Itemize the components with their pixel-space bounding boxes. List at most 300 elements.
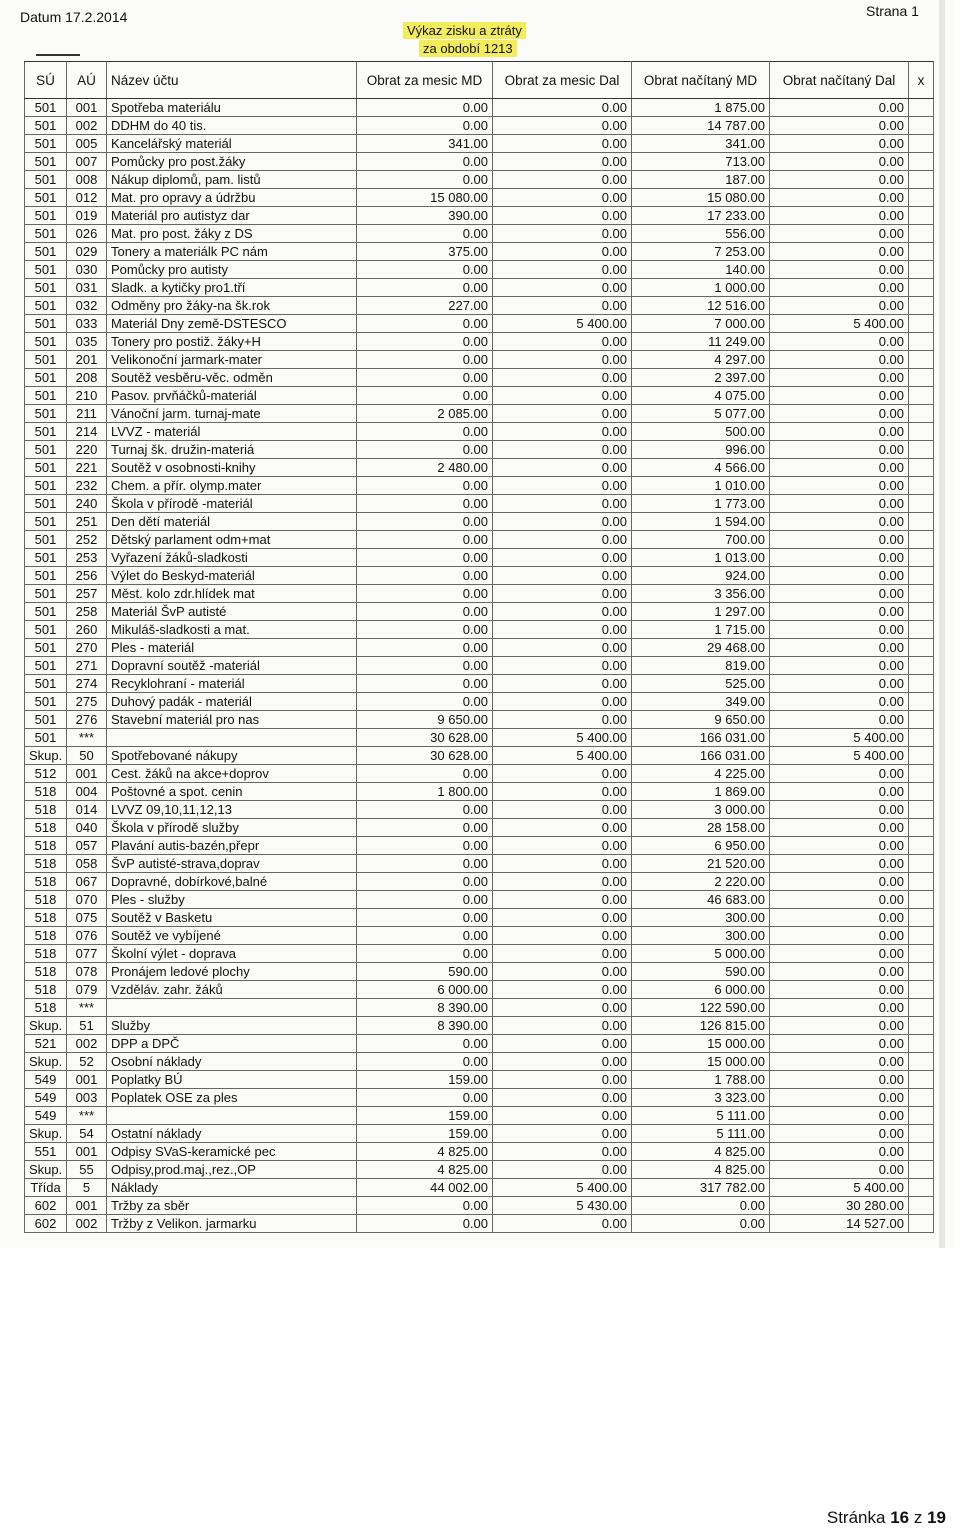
cell-account-name: Recyklohraní - materiál <box>107 675 357 693</box>
cell-obrat-md: 0.00 <box>357 657 493 675</box>
cell-nacitany-dal: 0.00 <box>770 189 909 207</box>
cell-su: 501 <box>25 225 67 243</box>
cell-su: 518 <box>25 837 67 855</box>
cell-nacitany-dal: 0.00 <box>770 297 909 315</box>
cell-nacitany-md: 0.00 <box>632 1197 770 1215</box>
cell-obrat-dal: 0.00 <box>493 819 632 837</box>
cell-su: 501 <box>25 333 67 351</box>
cell-au: 012 <box>67 189 107 207</box>
table-row <box>25 909 934 927</box>
cell-nacitany-dal: 0.00 <box>770 135 909 153</box>
cell-su: 518 <box>25 999 67 1017</box>
cell-nacitany-md: 996.00 <box>632 441 770 459</box>
table-row <box>25 531 934 549</box>
cell-au: 220 <box>67 441 107 459</box>
cell-x <box>909 315 934 333</box>
cell-au: 221 <box>67 459 107 477</box>
cell-obrat-dal: 0.00 <box>493 135 632 153</box>
cell-account-name: Škola v přírodě -materiál <box>107 495 357 513</box>
cell-nacitany-md: 46 683.00 <box>632 891 770 909</box>
cell-nacitany-dal: 0.00 <box>770 855 909 873</box>
cell-au: 076 <box>67 927 107 945</box>
cell-account-name: Soutěž ve vybíjené <box>107 927 357 945</box>
cell-obrat-dal: 0.00 <box>493 1053 632 1071</box>
cell-su: 518 <box>25 963 67 981</box>
cell-su: 501 <box>25 387 67 405</box>
cell-obrat-md: 44 002.00 <box>357 1179 493 1197</box>
cell-account-name: Stavební materiál pro nas <box>107 711 357 729</box>
cell-nacitany-dal: 0.00 <box>770 423 909 441</box>
cell-obrat-dal: 0.00 <box>493 639 632 657</box>
cell-nacitany-dal: 0.00 <box>770 819 909 837</box>
cell-obrat-md: 0.00 <box>357 531 493 549</box>
column-header-obrat-md: Obrat za mesic MD <box>357 62 493 99</box>
cell-nacitany-md: 525.00 <box>632 675 770 693</box>
cell-obrat-dal: 0.00 <box>493 549 632 567</box>
cell-obrat-md: 0.00 <box>357 1215 493 1233</box>
cell-nacitany-dal: 0.00 <box>770 279 909 297</box>
cell-x <box>909 567 934 585</box>
column-header-au: AÚ <box>67 62 107 99</box>
cell-nacitany-md: 4 075.00 <box>632 387 770 405</box>
cell-nacitany-dal: 0.00 <box>770 639 909 657</box>
cell-nacitany-md: 15 000.00 <box>632 1053 770 1071</box>
cell-x <box>909 531 934 549</box>
cell-au: 270 <box>67 639 107 657</box>
cell-account-name: Materiál Dny země-DSTESCO <box>107 315 357 333</box>
cell-nacitany-dal: 0.00 <box>770 783 909 801</box>
cell-obrat-dal: 0.00 <box>493 1143 632 1161</box>
cell-account-name: Výlet do Beskyd-materiál <box>107 567 357 585</box>
cell-nacitany-md: 1 000.00 <box>632 279 770 297</box>
cell-su: 518 <box>25 855 67 873</box>
cell-au: 001 <box>67 1197 107 1215</box>
cell-obrat-dal: 0.00 <box>493 765 632 783</box>
cell-obrat-md: 0.00 <box>357 513 493 531</box>
cell-au: 5 <box>67 1179 107 1197</box>
cell-obrat-dal: 0.00 <box>493 567 632 585</box>
cell-su: 501 <box>25 639 67 657</box>
cell-nacitany-dal: 0.00 <box>770 621 909 639</box>
cell-account-name: Osobní náklady <box>107 1053 357 1071</box>
cell-au: *** <box>67 1107 107 1125</box>
cell-obrat-dal: 0.00 <box>493 693 632 711</box>
cell-obrat-md: 6 000.00 <box>357 981 493 999</box>
cell-obrat-md: 375.00 <box>357 243 493 261</box>
table-row <box>25 225 934 243</box>
cell-obrat-dal: 0.00 <box>493 495 632 513</box>
column-header-obrat-dal: Obrat za mesic Dal <box>493 62 632 99</box>
cell-au: 55 <box>67 1161 107 1179</box>
cell-obrat-dal: 5 400.00 <box>493 747 632 765</box>
cell-obrat-dal: 0.00 <box>493 891 632 909</box>
table-row <box>25 1107 934 1125</box>
cell-obrat-md: 0.00 <box>357 369 493 387</box>
cell-au: 003 <box>67 1089 107 1107</box>
cell-au: 201 <box>67 351 107 369</box>
table-row <box>25 1215 934 1233</box>
cell-su: 518 <box>25 927 67 945</box>
cell-nacitany-dal: 0.00 <box>770 1053 909 1071</box>
cell-x <box>909 459 934 477</box>
cell-au: 075 <box>67 909 107 927</box>
cell-nacitany-dal: 0.00 <box>770 99 909 117</box>
table-row <box>25 1161 934 1179</box>
table-row <box>25 387 934 405</box>
scan-edge-shadow <box>939 0 945 1248</box>
cell-account-name <box>107 729 357 747</box>
cell-x <box>909 1161 934 1179</box>
table-row <box>25 315 934 333</box>
cell-obrat-dal: 5 400.00 <box>493 729 632 747</box>
cell-nacitany-md: 4 566.00 <box>632 459 770 477</box>
cell-nacitany-dal: 0.00 <box>770 171 909 189</box>
cell-obrat-md: 0.00 <box>357 1035 493 1053</box>
table-row <box>25 1179 934 1197</box>
cell-account-name: Pronájem ledové plochy <box>107 963 357 981</box>
cell-x <box>909 747 934 765</box>
cell-nacitany-dal: 0.00 <box>770 1125 909 1143</box>
cell-nacitany-md: 300.00 <box>632 927 770 945</box>
table-row <box>25 369 934 387</box>
table-row <box>25 639 934 657</box>
cell-su: 518 <box>25 783 67 801</box>
cell-obrat-md: 0.00 <box>357 873 493 891</box>
table-row <box>25 513 934 531</box>
table-row <box>25 261 934 279</box>
cell-account-name: Spotřebované nákupy <box>107 747 357 765</box>
cell-au: 210 <box>67 387 107 405</box>
cell-nacitany-dal: 0.00 <box>770 693 909 711</box>
table-row <box>25 603 934 621</box>
cell-nacitany-md: 5 111.00 <box>632 1107 770 1125</box>
cell-su: 501 <box>25 729 67 747</box>
cell-obrat-dal: 0.00 <box>493 675 632 693</box>
cell-obrat-md: 227.00 <box>357 297 493 315</box>
cell-account-name: Pasov. prvňáčků-materiál <box>107 387 357 405</box>
cell-nacitany-dal: 0.00 <box>770 711 909 729</box>
cell-nacitany-md: 3 356.00 <box>632 585 770 603</box>
cell-obrat-md: 0.00 <box>357 909 493 927</box>
cell-nacitany-md: 126 815.00 <box>632 1017 770 1035</box>
cell-su: Třída <box>25 1179 67 1197</box>
cell-obrat-dal: 0.00 <box>493 873 632 891</box>
cell-au: 014 <box>67 801 107 819</box>
table-row <box>25 981 934 999</box>
cell-x <box>909 675 934 693</box>
cell-x <box>909 1071 934 1089</box>
cell-obrat-md: 1 800.00 <box>357 783 493 801</box>
cell-account-name: Odměny pro žáky-na šk.rok <box>107 297 357 315</box>
cell-obrat-dal: 0.00 <box>493 711 632 729</box>
cell-x <box>909 765 934 783</box>
cell-x <box>909 297 934 315</box>
cell-nacitany-md: 7 000.00 <box>632 315 770 333</box>
cell-account-name: DPP a DPČ <box>107 1035 357 1053</box>
cell-nacitany-md: 1 013.00 <box>632 549 770 567</box>
cell-obrat-dal: 0.00 <box>493 1017 632 1035</box>
cell-su: 501 <box>25 603 67 621</box>
table-row <box>25 1035 934 1053</box>
cell-x <box>909 981 934 999</box>
table-row <box>25 567 934 585</box>
cell-obrat-md: 0.00 <box>357 927 493 945</box>
cell-nacitany-dal: 14 527.00 <box>770 1215 909 1233</box>
cell-account-name: Den dětí materiál <box>107 513 357 531</box>
cell-nacitany-md: 590.00 <box>632 963 770 981</box>
cell-x <box>909 495 934 513</box>
cell-obrat-dal: 0.00 <box>493 1089 632 1107</box>
cell-au: 211 <box>67 405 107 423</box>
cell-au: 030 <box>67 261 107 279</box>
cell-au: 51 <box>67 1017 107 1035</box>
table-row <box>25 945 934 963</box>
cell-au: 52 <box>67 1053 107 1071</box>
cell-nacitany-dal: 0.00 <box>770 225 909 243</box>
cell-su: Skup. <box>25 1053 67 1071</box>
cell-obrat-md: 590.00 <box>357 963 493 981</box>
cell-account-name <box>107 999 357 1017</box>
cell-obrat-dal: 0.00 <box>493 657 632 675</box>
cell-nacitany-md: 14 787.00 <box>632 117 770 135</box>
cell-nacitany-dal: 0.00 <box>770 909 909 927</box>
cell-obrat-dal: 0.00 <box>493 1125 632 1143</box>
cell-obrat-md: 159.00 <box>357 1125 493 1143</box>
cell-nacitany-dal: 30 280.00 <box>770 1197 909 1215</box>
cell-obrat-md: 0.00 <box>357 801 493 819</box>
cell-au: 002 <box>67 1215 107 1233</box>
cell-x <box>909 873 934 891</box>
cell-au: 070 <box>67 891 107 909</box>
cell-su: 501 <box>25 459 67 477</box>
cell-obrat-md: 0.00 <box>357 945 493 963</box>
cell-x <box>909 189 934 207</box>
cell-nacitany-dal: 5 400.00 <box>770 1179 909 1197</box>
cell-x <box>909 1179 934 1197</box>
cell-account-name: Ples - služby <box>107 891 357 909</box>
cell-account-name: Tonery a materiálk PC nám <box>107 243 357 261</box>
cell-account-name: Náklady <box>107 1179 357 1197</box>
cell-x <box>909 513 934 531</box>
cell-account-name: Pomůcky pro autisty <box>107 261 357 279</box>
table-row <box>25 405 934 423</box>
cell-x <box>909 1035 934 1053</box>
column-header-x: x <box>909 62 934 99</box>
cell-account-name: Soutěž vesběru-věc. odměn <box>107 369 357 387</box>
cell-nacitany-dal: 0.00 <box>770 891 909 909</box>
table-row <box>25 693 934 711</box>
cell-obrat-md: 2 085.00 <box>357 405 493 423</box>
cell-x <box>909 441 934 459</box>
cell-nacitany-dal: 0.00 <box>770 1143 909 1161</box>
cell-obrat-md: 0.00 <box>357 567 493 585</box>
cell-au: 019 <box>67 207 107 225</box>
table-row <box>25 333 934 351</box>
table-row <box>25 657 934 675</box>
cell-account-name <box>107 1107 357 1125</box>
cell-su: 518 <box>25 801 67 819</box>
table-row <box>25 783 934 801</box>
cell-obrat-dal: 0.00 <box>493 225 632 243</box>
cell-account-name: Soutěž v Basketu <box>107 909 357 927</box>
cell-account-name: Mat. pro post. žáky z DS <box>107 225 357 243</box>
cell-x <box>909 333 934 351</box>
cell-su: 501 <box>25 153 67 171</box>
cell-nacitany-md: 1 010.00 <box>632 477 770 495</box>
cell-nacitany-dal: 0.00 <box>770 1107 909 1125</box>
cell-nacitany-dal: 0.00 <box>770 441 909 459</box>
cell-nacitany-md: 4 297.00 <box>632 351 770 369</box>
cell-nacitany-md: 9 650.00 <box>632 711 770 729</box>
cell-nacitany-dal: 0.00 <box>770 1017 909 1035</box>
cell-au: 252 <box>67 531 107 549</box>
cell-x <box>909 639 934 657</box>
cell-account-name: Měst. kolo zdr.hlídek mat <box>107 585 357 603</box>
cell-nacitany-dal: 0.00 <box>770 477 909 495</box>
cell-obrat-dal: 0.00 <box>493 1071 632 1089</box>
table-row <box>25 927 934 945</box>
cell-account-name: Tržby z Velikon. jarmarku <box>107 1215 357 1233</box>
cell-obrat-md: 8 390.00 <box>357 1017 493 1035</box>
cell-obrat-md: 0.00 <box>357 639 493 657</box>
cell-nacitany-md: 166 031.00 <box>632 729 770 747</box>
cell-nacitany-md: 4 825.00 <box>632 1143 770 1161</box>
cell-nacitany-md: 1 875.00 <box>632 99 770 117</box>
table-row <box>25 171 934 189</box>
cell-obrat-dal: 0.00 <box>493 117 632 135</box>
table-row <box>25 1125 934 1143</box>
cell-nacitany-md: 17 233.00 <box>632 207 770 225</box>
column-header-nacitany-md: Obrat načítaný MD <box>632 62 770 99</box>
cell-nacitany-dal: 0.00 <box>770 513 909 531</box>
cell-su: Skup. <box>25 1161 67 1179</box>
table-row <box>25 837 934 855</box>
cell-nacitany-dal: 0.00 <box>770 1071 909 1089</box>
cell-nacitany-dal: 0.00 <box>770 387 909 405</box>
report-period: za období 1213 <box>419 40 517 57</box>
cell-nacitany-md: 556.00 <box>632 225 770 243</box>
cell-obrat-dal: 0.00 <box>493 441 632 459</box>
cell-nacitany-md: 6 950.00 <box>632 837 770 855</box>
cell-obrat-dal: 0.00 <box>493 1215 632 1233</box>
cell-x <box>909 369 934 387</box>
report-date: Datum 17.2.2014 <box>20 9 128 25</box>
cell-x <box>909 153 934 171</box>
cell-obrat-md: 0.00 <box>357 279 493 297</box>
cell-su: 518 <box>25 981 67 999</box>
cell-account-name: Dětský parlament odm+mat <box>107 531 357 549</box>
cell-nacitany-dal: 0.00 <box>770 405 909 423</box>
cell-su: Skup. <box>25 1017 67 1035</box>
cell-obrat-dal: 0.00 <box>493 369 632 387</box>
cell-nacitany-dal: 0.00 <box>770 963 909 981</box>
cell-au: 035 <box>67 333 107 351</box>
table-row <box>25 153 934 171</box>
cell-obrat-dal: 0.00 <box>493 999 632 1017</box>
cell-obrat-dal: 0.00 <box>493 603 632 621</box>
cell-obrat-md: 0.00 <box>357 441 493 459</box>
cell-nacitany-dal: 0.00 <box>770 243 909 261</box>
table-row <box>25 135 934 153</box>
cell-nacitany-md: 341.00 <box>632 135 770 153</box>
cell-x <box>909 387 934 405</box>
cell-nacitany-md: 7 253.00 <box>632 243 770 261</box>
cell-au: 057 <box>67 837 107 855</box>
cell-nacitany-md: 3 323.00 <box>632 1089 770 1107</box>
cell-x <box>909 261 934 279</box>
cell-obrat-md: 0.00 <box>357 225 493 243</box>
cell-x <box>909 855 934 873</box>
cell-nacitany-dal: 0.00 <box>770 981 909 999</box>
cell-obrat-dal: 0.00 <box>493 981 632 999</box>
cell-account-name: Kancelářský materiál <box>107 135 357 153</box>
table-row <box>25 711 934 729</box>
cell-obrat-dal: 0.00 <box>493 621 632 639</box>
cell-obrat-md: 341.00 <box>357 135 493 153</box>
table-row <box>25 891 934 909</box>
cell-su: 501 <box>25 315 67 333</box>
cell-nacitany-dal: 5 400.00 <box>770 729 909 747</box>
cell-au: 208 <box>67 369 107 387</box>
report-title: Výkaz zisku a ztráty <box>403 22 526 39</box>
cell-nacitany-dal: 0.00 <box>770 603 909 621</box>
table-row <box>25 1071 934 1089</box>
cell-x <box>909 603 934 621</box>
cell-nacitany-md: 29 468.00 <box>632 639 770 657</box>
cell-su: 501 <box>25 135 67 153</box>
cell-x <box>909 963 934 981</box>
cell-su: 518 <box>25 945 67 963</box>
cell-account-name: ŠvP autisté-strava,doprav <box>107 855 357 873</box>
cell-au: 032 <box>67 297 107 315</box>
table-row <box>25 351 934 369</box>
cell-account-name: Služby <box>107 1017 357 1035</box>
cell-su: Skup. <box>25 1125 67 1143</box>
cell-su: 501 <box>25 369 67 387</box>
cell-nacitany-dal: 0.00 <box>770 495 909 513</box>
cell-au: 029 <box>67 243 107 261</box>
cell-su: 602 <box>25 1215 67 1233</box>
cell-su: 518 <box>25 891 67 909</box>
cell-au: 253 <box>67 549 107 567</box>
cell-obrat-md: 0.00 <box>357 153 493 171</box>
cell-account-name: Poštovné a spot. cenin <box>107 783 357 801</box>
cell-x <box>909 549 934 567</box>
cell-nacitany-md: 1 715.00 <box>632 621 770 639</box>
page-footer <box>827 1508 946 1528</box>
cell-x <box>909 99 934 117</box>
cell-x <box>909 279 934 297</box>
ledger-body <box>25 99 934 1233</box>
cell-au: 067 <box>67 873 107 891</box>
cell-obrat-md: 159.00 <box>357 1107 493 1125</box>
table-row <box>25 99 934 117</box>
cell-account-name: Duhový padák - materiál <box>107 693 357 711</box>
cell-nacitany-dal: 5 400.00 <box>770 747 909 765</box>
table-row <box>25 297 934 315</box>
cell-obrat-md: 0.00 <box>357 495 493 513</box>
footer-total-pages: 19 <box>927 1508 946 1527</box>
cell-nacitany-md: 819.00 <box>632 657 770 675</box>
table-row <box>25 441 934 459</box>
cell-su: 501 <box>25 711 67 729</box>
cell-obrat-dal: 0.00 <box>493 261 632 279</box>
cell-nacitany-dal: 0.00 <box>770 657 909 675</box>
cell-x <box>909 999 934 1017</box>
cell-obrat-md: 0.00 <box>357 621 493 639</box>
cell-nacitany-md: 0.00 <box>632 1215 770 1233</box>
table-row <box>25 819 934 837</box>
